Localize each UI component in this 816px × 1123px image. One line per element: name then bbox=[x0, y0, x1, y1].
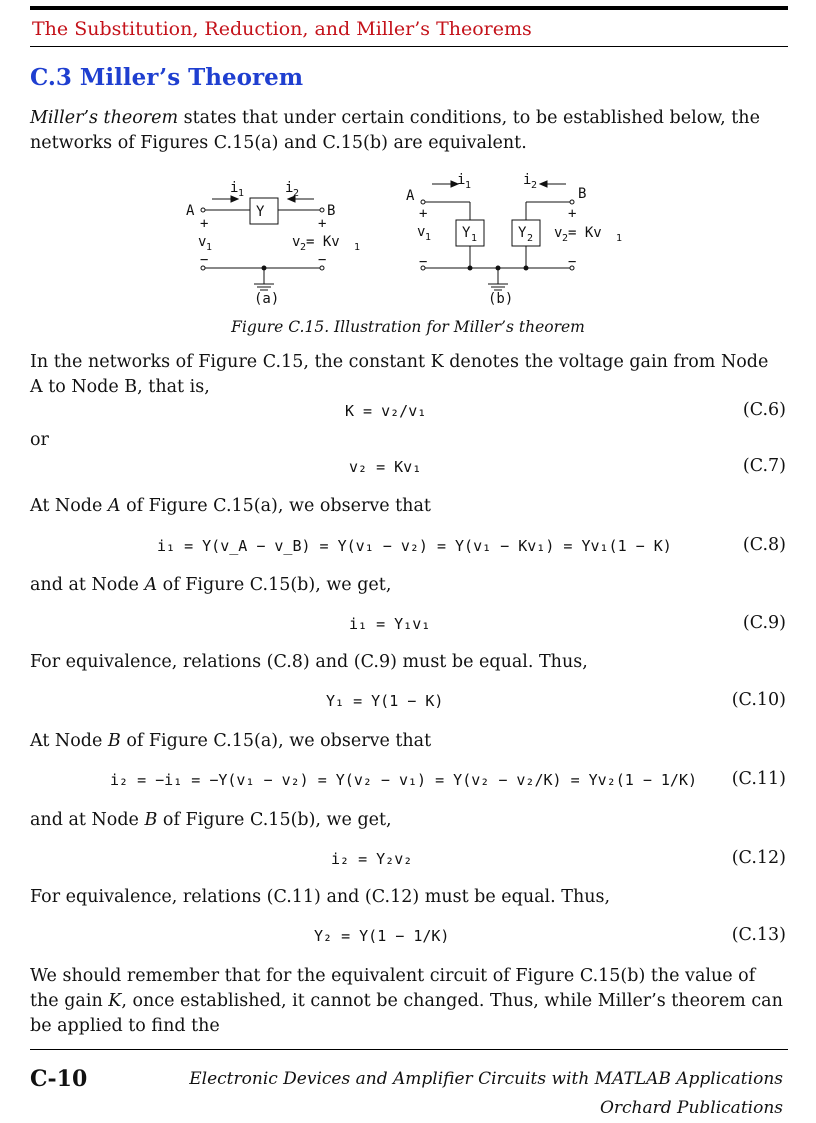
figure-b bbox=[421, 181, 577, 290]
footer-rule bbox=[30, 1049, 788, 1050]
svg-text:−: − bbox=[419, 254, 428, 270]
svg-text:A: A bbox=[406, 188, 415, 204]
svg-text:1: 1 bbox=[238, 188, 245, 199]
svg-text:Y: Y bbox=[518, 225, 527, 241]
node-b-label: B bbox=[327, 203, 336, 219]
intro-paragraph bbox=[30, 106, 786, 156]
sublabel-a: (a) bbox=[254, 291, 280, 307]
svg-text:v: v bbox=[292, 234, 301, 250]
publisher: Orchard Publications bbox=[599, 1098, 783, 1118]
text-at-node-a: At Node A of Figure C.15(a), we observe that bbox=[30, 496, 431, 516]
svg-text:+: + bbox=[568, 206, 577, 222]
page-number: C-10 bbox=[30, 1066, 88, 1092]
svg-text:−: − bbox=[568, 254, 577, 270]
text-and-node-b: and at Node B of Figure C.15(b), we get, bbox=[30, 810, 392, 830]
text-equivalence-1: For equivalence, relations (C.8) and (C.9) must be equal. Thus, bbox=[30, 652, 588, 672]
svg-text:1: 1 bbox=[616, 233, 623, 244]
final-paragraph: We should remember that for the equivalent circuit of Figure C.15(b) the value of the gain K, once established, it cannot be changed. Thus, while Miller’s theorem can be applied to find the bbox=[30, 966, 783, 1036]
svg-text:2: 2 bbox=[562, 233, 569, 244]
top-rule bbox=[30, 6, 788, 10]
svg-text:+: + bbox=[419, 206, 428, 222]
svg-text:+: + bbox=[200, 216, 209, 232]
running-header: The Substitution, Reduction, and Miller’s Theorems bbox=[32, 18, 532, 40]
intro-text: states that under certain conditions, to be established below, the networks of Figures C.15(a) and C.15(b) are equivalent. bbox=[30, 108, 760, 153]
paragraph-gain: In the networks of Figure C.15, the constant K denotes the voltage gain from Node A to Node B, that is, bbox=[30, 352, 769, 397]
svg-text:2: 2 bbox=[527, 233, 534, 244]
svg-text:−: − bbox=[318, 252, 327, 268]
svg-text:i: i bbox=[285, 180, 294, 196]
svg-text:2: 2 bbox=[293, 188, 300, 199]
equation-c13: Y₂ = Y(1 − 1/K) bbox=[314, 927, 450, 945]
node-a-label: A bbox=[186, 203, 195, 219]
equation-c8: i₁ = Y(v_A − v_B) = Y(v₁ − v₂) = Y(v₁ − Kv₁) = Yv₁(1 − K) bbox=[157, 537, 672, 555]
svg-text:v: v bbox=[198, 234, 207, 250]
equation-c8-number: (C.8) bbox=[742, 535, 786, 555]
text-equivalence-2: For equivalence, relations (C.11) and (C.12) must be equal. Thus, bbox=[30, 887, 611, 907]
equation-c11-number: (C.11) bbox=[731, 769, 786, 789]
svg-text:i: i bbox=[457, 172, 466, 188]
svg-text:i: i bbox=[523, 172, 532, 188]
svg-text:1: 1 bbox=[206, 242, 213, 253]
equation-c7: v₂ = Kv₁ bbox=[349, 458, 422, 476]
svg-text:2: 2 bbox=[531, 180, 538, 191]
svg-text:i: i bbox=[230, 180, 239, 196]
equation-c10-number: (C.10) bbox=[731, 690, 786, 710]
book-title: Electronic Devices and Amplifier Circuits with MATLAB Applications bbox=[189, 1069, 783, 1089]
figure-caption: Figure C.15. Illustration for Miller’s theorem bbox=[231, 318, 585, 336]
equation-c6: K = v₂/v₁ bbox=[345, 402, 427, 420]
svg-text:2: 2 bbox=[300, 242, 307, 253]
element-y-label: Y bbox=[256, 204, 265, 220]
equation-c6-number: (C.6) bbox=[742, 400, 786, 420]
equation-c13-number: (C.13) bbox=[731, 925, 786, 945]
svg-text:−: − bbox=[200, 252, 209, 268]
section-title: C.3 Miller’s Theorem bbox=[30, 64, 304, 91]
svg-text:= Kv: = Kv bbox=[306, 234, 340, 250]
equation-c12: i₂ = Y₂v₂ bbox=[331, 850, 413, 868]
svg-text:1: 1 bbox=[425, 232, 432, 243]
svg-text:B: B bbox=[578, 186, 587, 202]
svg-text:1: 1 bbox=[471, 233, 478, 244]
text-or: or bbox=[30, 430, 49, 450]
text-at-node-b: At Node B of Figure C.15(a), we observe that bbox=[30, 731, 432, 751]
sublabel-b: (b) bbox=[488, 291, 514, 307]
svg-text:v: v bbox=[554, 225, 563, 241]
svg-text:1: 1 bbox=[354, 242, 361, 253]
figure-b-labels bbox=[406, 172, 622, 307]
svg-text:v: v bbox=[417, 224, 426, 240]
figure-c15 bbox=[170, 168, 630, 313]
svg-text:1: 1 bbox=[465, 180, 472, 191]
equation-c11: i₂ = −i₁ = −Y(v₁ − v₂) = Y(v₂ − v₁) = Y(v₂ − v₂/K) = Yv₂(1 − 1/K) bbox=[110, 771, 697, 789]
equation-c7-number: (C.7) bbox=[742, 456, 786, 476]
svg-text:Y: Y bbox=[462, 225, 471, 241]
svg-text:= Kv: = Kv bbox=[568, 225, 602, 241]
equation-c10: Y₁ = Y(1 − K) bbox=[326, 692, 444, 710]
equation-c9: i₁ = Y₁v₁ bbox=[349, 615, 431, 633]
text-and-node-a: and at Node A of Figure C.15(b), we get, bbox=[30, 575, 392, 595]
intro-term: Miller’s theorem bbox=[30, 108, 179, 128]
equation-c9-number: (C.9) bbox=[742, 613, 786, 633]
svg-text:+: + bbox=[318, 216, 327, 232]
header-rule bbox=[30, 46, 788, 47]
equation-c12-number: (C.12) bbox=[731, 848, 786, 868]
